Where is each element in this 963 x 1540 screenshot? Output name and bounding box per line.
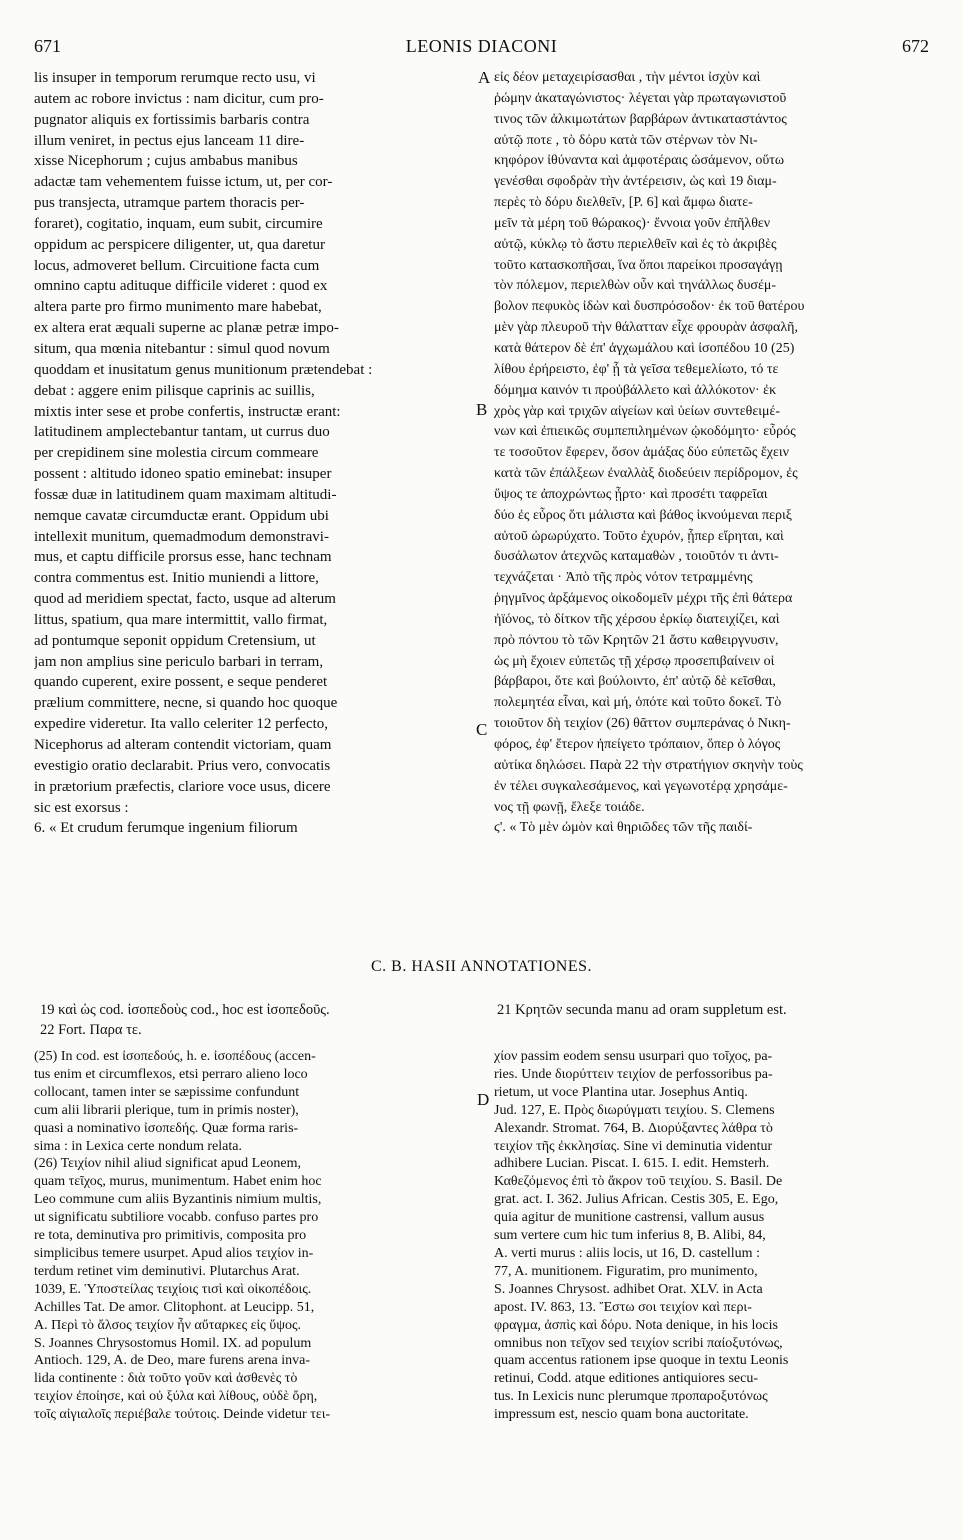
latin-line: locus, admoveret bellum. Circuitione facta cum: [34, 257, 320, 274]
latin-line: foraret), cogitatio, inquam, eum subit, circumire: [34, 215, 323, 232]
greek-line: δυσάλωτον ἀτεχνῶς καταμαθὼν , τοιοῦτόν τι ἀντι-: [494, 549, 779, 565]
page-number-left: 671: [34, 36, 61, 56]
footnote-21: 21 Κρητῶν secunda manu ad oram suppletum est.: [497, 1002, 787, 1018]
latin-line: mixtis inter sese et probe confertis, instructæ erant:: [34, 403, 341, 420]
greek-line: μεῖν τὰ μέρη τοῦ θώρακος)· ἔννοια γοῦν ἐπῆλθεν: [494, 215, 771, 231]
greek-line: γενέσθαι σφοδρὰν τὴν ἀντέρεισιν, ὡς καὶ 19 διαμ-: [494, 174, 777, 190]
note-line: (25) In cod. est ἰσοπεδούς, h. e. ἰσοπέδους (accen-: [34, 1049, 316, 1064]
greek-line: αὐτίκα δηλώσει. Παρὰ 22 τὴν στρατήγιον σκηνὴν τοὺς: [494, 757, 803, 773]
latin-line: lis insuper in temporum rerumque recto usu, vi: [34, 70, 316, 86]
greek-line: τινος τῶν ἀλκιμωτάτων βαρβάρων ἀντικαταστάντος: [494, 111, 787, 127]
note-line: retinui, Codd. atque editiones antiquiores secu-: [494, 1371, 758, 1387]
greek-line: πολεμητέα εἶναι, καὶ μή, ὁπότε καὶ τοῦτο δοκεῖ. Τὸ: [494, 695, 782, 711]
note-line: sum vertere cum hic tum inferius 8, B. Alibi, 84,: [494, 1228, 766, 1244]
note-line: lida continente : διὰ τοῦτο γοῦν καὶ ἀσθενὲς τὸ: [34, 1371, 298, 1387]
greek-line: τε τοσοῦτον ἔφερεν, ὅσον ἁμάξας δύο εὐπετῶς ἔχειν: [494, 445, 789, 461]
latin-line: omnino captu adituque difficile videret : quod ex: [34, 278, 328, 295]
greek-line: αὐτῷ ποτε , τὸ δόρυ κατὰ τῶν στέρνων τὸν Νι-: [494, 132, 758, 148]
note-line: re tota, deminutiva pro primitivis, composita pro: [34, 1228, 307, 1244]
latin-line: altera parte pro firmo munimento mare habebat,: [34, 299, 322, 316]
note-line: adhibere Lucian. Piscat. I. 615. I. edit. Hemsterh.: [494, 1156, 770, 1172]
latin-line: 6. « Et crudum ferumque ingenium filiorum: [34, 820, 298, 837]
greek-line: εἰς δέον μεταχειρίσασθαι , τὴν μέντοι ἰσχὺν καὶ: [494, 70, 761, 85]
latin-line: ex altera erat æquali superne ac planæ petræ impo-: [34, 320, 339, 337]
note-line: S. Joannes Chrysostomus Homil. IX. ad populum: [34, 1335, 312, 1351]
greek-line: χρὸς γὰρ καὶ τριχῶν αἰγείων καὶ ὑείων συντεθειμέ-: [494, 403, 781, 419]
greek-line: κατὰ τῶν ἐπάλξεων ἐναλλὰξ διοδεύειν περίδρομον, ἐς: [494, 466, 798, 482]
note-line: quia agitur de munitione castrensi, vallum ausus: [494, 1210, 765, 1226]
greek-line: βάρβαροι, ὅτε καὶ βούλοιντο, ἐπ' αὐτῷ δὲ κεῖσθαι,: [494, 674, 776, 690]
greek-line: αὐτοῦ ὠρωρύχατο. Τοῦτο ἐχυρόν, ᾗπερ εἴρηται, καὶ: [494, 528, 784, 544]
greek-line: δύο ἐς εὖρος ὅτι μάλιστα καὶ βάθος ἱκνούμεναι περιξ: [494, 507, 792, 523]
latin-line: evestigio oratio declarabit. Prius vero, convocatis: [34, 757, 331, 774]
greek-line: κατὰ θάτερον δὲ ἐπ' ἀγχωμάλου καὶ ἰσοπέδου 10 (25): [494, 340, 795, 356]
note-line: grat. act. I. 362. Julius African. Cestis 305, E. Ego,: [494, 1192, 779, 1208]
latin-line: ad pontumque seponit oppidum Cretensium, ut: [34, 632, 316, 649]
note-line: Leo commune cum aliis Byzantinis nimium multis,: [34, 1192, 322, 1208]
note-line: A. Περὶ τὸ ἄλσος τειχίον ἦν αὔταρκες εἰς ὕψος.: [34, 1317, 302, 1333]
note-line: τοῖς αἰγιαλοῖς περιέβαλε τούτοις. Deinde videtur τει-: [34, 1407, 331, 1423]
note-line: Jud. 127, E. Πρὸς διωρύγματι τειχίου. S. Clemens: [494, 1102, 775, 1118]
latin-line: nemque cavatæ circumductæ erant. Oppidum ubi: [34, 507, 329, 524]
latin-line: intellexit munitum, quemadmodum demonstravi-: [34, 528, 329, 545]
latin-line: situm, qua mœnia nitebantur : simul quod novum: [34, 340, 330, 357]
note-line: Antioch. 129, A. de Deo, mare furens arena inva-: [34, 1353, 311, 1369]
greek-line: ῥώμην ἀκαταγώνιστος· λέγεται γὰρ πρωταγωνιστοῦ: [494, 90, 787, 106]
latin-line: contra commentus est. Initio muniendi a littore,: [34, 570, 319, 587]
greek-line: λίθου ἐρήρειστο, ἐφ' ᾗ τὰ γεῖσα τεθεμελίωτο, τό τε: [494, 361, 779, 377]
annotation-notes-right: [494, 1048, 930, 1424]
note-line: ries. Unde διορύττειν τειχίον de perfossoribus pa-: [494, 1066, 773, 1082]
greek-line: ἐν τέλει συγκαλεσάμενος, καὶ γεγωνοτέρᾳ χρησάμε-: [494, 778, 788, 794]
greek-line: νος τῇ φωνῇ, ἔλεξε τοιάδε.: [494, 799, 645, 815]
greek-line: βολον πεφυκὸς ἰδὼν καὶ δυσπρόσοδον· ἐκ τοῦ θατέρου: [494, 299, 805, 315]
running-title: LEONIS DIACONI: [405, 36, 558, 56]
margin-letter-b: B: [476, 400, 488, 419]
note-line: omnibus non τεῖχον sed τειχίον scribi παίοξυτόνως,: [494, 1335, 783, 1351]
note-line: quam τεῖχος, murus, munimentum. Habet enim hoc: [34, 1174, 322, 1190]
latin-line: quod ad meridiem spectat, facto, usque ad alterum: [34, 591, 336, 608]
greek-line: πρὸ πόντου τὸ τῶν Κρητῶν 21 ἄστυ καθειργνυσιν,: [494, 632, 779, 648]
note-line: cum alii librarii plerique, tum in primis noster),: [34, 1102, 299, 1118]
latin-line: sic est exorsus :: [34, 799, 129, 816]
margin-letter-c: C: [476, 720, 488, 739]
greek-text-column: [494, 68, 930, 839]
note-line: quasi a nominativo ἰσοπεδής. Quæ forma raris-: [34, 1120, 299, 1136]
latin-line: jam non amplius sine periculo barbari in terram,: [34, 653, 324, 670]
annotation-notes-left: [34, 1048, 474, 1424]
note-line: ut significatu subtiliore vocabb. confuso partes pro: [34, 1210, 319, 1226]
greek-line: ὕψος τε ἀποχρώντως ᾖρτο· καὶ προσέτι ταφρεῖαι: [494, 486, 768, 502]
greek-line: τεχνάζεται · Ἀπὸ τῆς πρὸς νότον τετραμμένης: [494, 570, 753, 586]
note-line: quam accentus rationem ipse quoque in textu Leonis: [494, 1353, 789, 1369]
latin-line: adactæ tam vehementem fuisse ictum, ut, per cor-: [34, 174, 333, 191]
latin-line: possent : altitudo idoneo spatio eminebat: insuper: [34, 466, 332, 483]
margin-letter-d: D: [477, 1090, 490, 1109]
note-line: (26) Τειχίον nihil aliud significat apud Leonem,: [34, 1156, 301, 1172]
note-line: tus. In Lexicis nunc plerumque προπαροξυτόνως: [494, 1389, 768, 1405]
greek-line: φόρος, ἐφ' ἕτερον ἠπείγετο τρόπαιον, ὅπερ ὁ λόγος: [494, 737, 781, 752]
latin-line: autem ac robore invictus : nam dicitur, cum pro-: [34, 90, 324, 107]
greek-line: ϛ'. « Τὸ μὲν ὠμὸν καὶ θηριῶδες τῶν τῆς παιδί-: [494, 820, 753, 836]
note-line: impressum est, nescio quam bona auctoritate.: [494, 1407, 749, 1423]
note-line: 77, A. munitionem. Figuratim, pro munimento,: [494, 1263, 758, 1279]
annotations-heading: C. B. HASII ANNOTATIONES.: [371, 958, 592, 975]
greek-line: μὲν γὰρ πλευροῦ τὴν θάλατταν εἶχε φρουρὰν ἀσφαλῆ,: [494, 320, 798, 336]
latin-line: quando cuperent, exire possent, e seque penderet: [34, 674, 328, 691]
page-number-right: 672: [902, 36, 929, 56]
note-line: apost. IV. 863, 13. Ἔστω σοι τειχίον καὶ περι-: [494, 1299, 752, 1315]
latin-line: mus, et captu difficile prorsus esse, hanc technam: [34, 549, 332, 566]
latin-line: oppidum ac perspicere diligenter, ut, qua daretur: [34, 236, 325, 253]
note-line: tus enim et circumflexos, etsi perraro alieno loco: [34, 1066, 308, 1082]
latin-line: littus, spatium, qua mare intermittit, vallo firmat,: [34, 611, 328, 628]
note-line: 1039, E. Ὑποστείλας τειχίοις τισὶ καὶ οἰκοπέδοις.: [34, 1281, 312, 1297]
note-line: A. verti murus : aliis locis, ut 16, D. castellum :: [494, 1245, 760, 1261]
greek-line: περὲς τὸ δόρυ διελθεῖν, [P. 6] καὶ ἄμφω διατε-: [494, 195, 753, 211]
note-line: rietum, ut voce Plantina utar. Josephus Antiq.: [494, 1084, 748, 1100]
greek-line: δόμημα καινόν τι προὐβάλλετο καὶ ἀλλόκοτον· ἐκ: [494, 382, 777, 398]
greek-line: τοῦτο κατασκοπῆσαι, ἵνα ὅποι παρείκοι προσαγάγῃ: [494, 257, 783, 273]
latin-line: debat : aggere enim pilisque caprinis ac suillis,: [34, 382, 315, 399]
note-line: Achilles Tat. De amor. Clitophont. at Leucipp. 51,: [34, 1299, 315, 1315]
page-header: [34, 36, 929, 60]
latin-line: prælium committere, necne, si quando hoc quoque: [34, 695, 338, 712]
latin-line: per crepidinem sine molestia circum commeare: [34, 445, 319, 462]
note-line: terdum retinet vim deminutivi. Plutarchus Arat.: [34, 1263, 300, 1279]
note-line: sima : in Lexica certe nondum relata.: [34, 1138, 242, 1154]
latin-line: pus transjecta, utramque partem thoracis per-: [34, 195, 305, 212]
latin-line: pugnator aliquis ex fortissimis barbaris contra: [34, 111, 310, 128]
note-line: τειχίον ἐποίησε, καὶ οὐ ξύλα καὶ λίθους, οὐδὲ ὄρη,: [34, 1389, 318, 1405]
greek-line: αὐτῷ, κύκλῳ τὸ ἄστυ περιελθεῖν καὶ ἐς τὸ ἀκριβὲς: [494, 236, 777, 252]
note-line: Καθεζόμενος ἐπὶ τὸ ἄκρον τοῦ τειχίου. S. Basil. De: [494, 1174, 783, 1190]
note-line: S. Joannes Chrysost. adhibet Orat. XLV. in Acta: [494, 1281, 763, 1297]
latin-line: in prætorium præfectis, clariore voce usus, dicere: [34, 778, 331, 795]
note-line: τειχίον τῆς ἐκκλησίας. Sine vi deminutia videntur: [494, 1138, 773, 1154]
greek-line: κηφόρον ἰθύναντα καὶ ἀμφοτέραις ὠσάμενον, οὕτω: [494, 153, 785, 169]
latin-line: quoddam et inusitatum genus munitionum prætendebat :: [34, 361, 373, 378]
latin-line: Nicephorus ad alteram contendit victoriam, quam: [34, 737, 332, 753]
note-line: χίον passim eodem sensu usurpari quo τοῖχος, pa-: [494, 1049, 773, 1064]
latin-line: fossæ duæ in latitudinem quam maximam altitudi-: [34, 486, 337, 503]
note-line: Alexandr. Stromat. 764, B. Διορύξαντες λάθρα τὸ: [494, 1120, 773, 1136]
greek-line: νων καὶ ἐπιεικῶς συμπεπιλημένων ᾠκοδόμητο· εὖρός: [494, 424, 796, 440]
latin-line: illum veniret, in pectus ejus lanceam 11 dire-: [34, 132, 305, 149]
footnote-22: 22 Fort. Παρα τε.: [40, 1022, 142, 1038]
latin-line: expedire videretur. Ita vallo celeriter 12 perfecto,: [34, 716, 329, 733]
note-line: collocant, tamen inter se sæpissime confundunt: [34, 1084, 300, 1100]
margin-letter-a: A: [478, 68, 491, 87]
latin-text-column: [34, 68, 474, 839]
note-line: simplicibus temere usurpet. Apud alios τειχίον in-: [34, 1245, 314, 1261]
greek-line: τὸν πόλεμον, περιελθὼν οὖν καὶ τηνάλλως δυσέμ-: [494, 278, 777, 294]
note-line: φραγμα, ἀσπὶς καὶ δόρυ. Nota denique, in his locis: [494, 1317, 778, 1333]
footnote-19: 19 καὶ ὡς cod. ἰσοπεδοὺς cod., hoc est ἰσοπεδοῦς.: [40, 1002, 330, 1018]
greek-line: ὡς μὴ ἔχοιεν εὐπετῶς τῇ χέρσῳ προσεπιβαίνειν οἱ: [494, 653, 775, 669]
latin-line: latitudinem amplectebantur tantam, ut currus duo: [34, 424, 330, 441]
greek-line: τοιοῦτον δὴ τειχίον (26) θᾶττον συμπεράνας ὁ Νικη-: [494, 716, 791, 732]
latin-line: xisse Nicephorum ; cujus ambabus manibus: [34, 153, 298, 170]
greek-line: ἠϊόνος, τὸ δίτκον τῆς χέρσου ἐρκίῳ διατειχίζει, καὶ: [494, 611, 780, 627]
greek-line: ῥηγμῖνος ἀρξάμενος οἰκοδομεῖν μέχρι τῆς ἐπὶ θάτερα: [494, 591, 793, 607]
